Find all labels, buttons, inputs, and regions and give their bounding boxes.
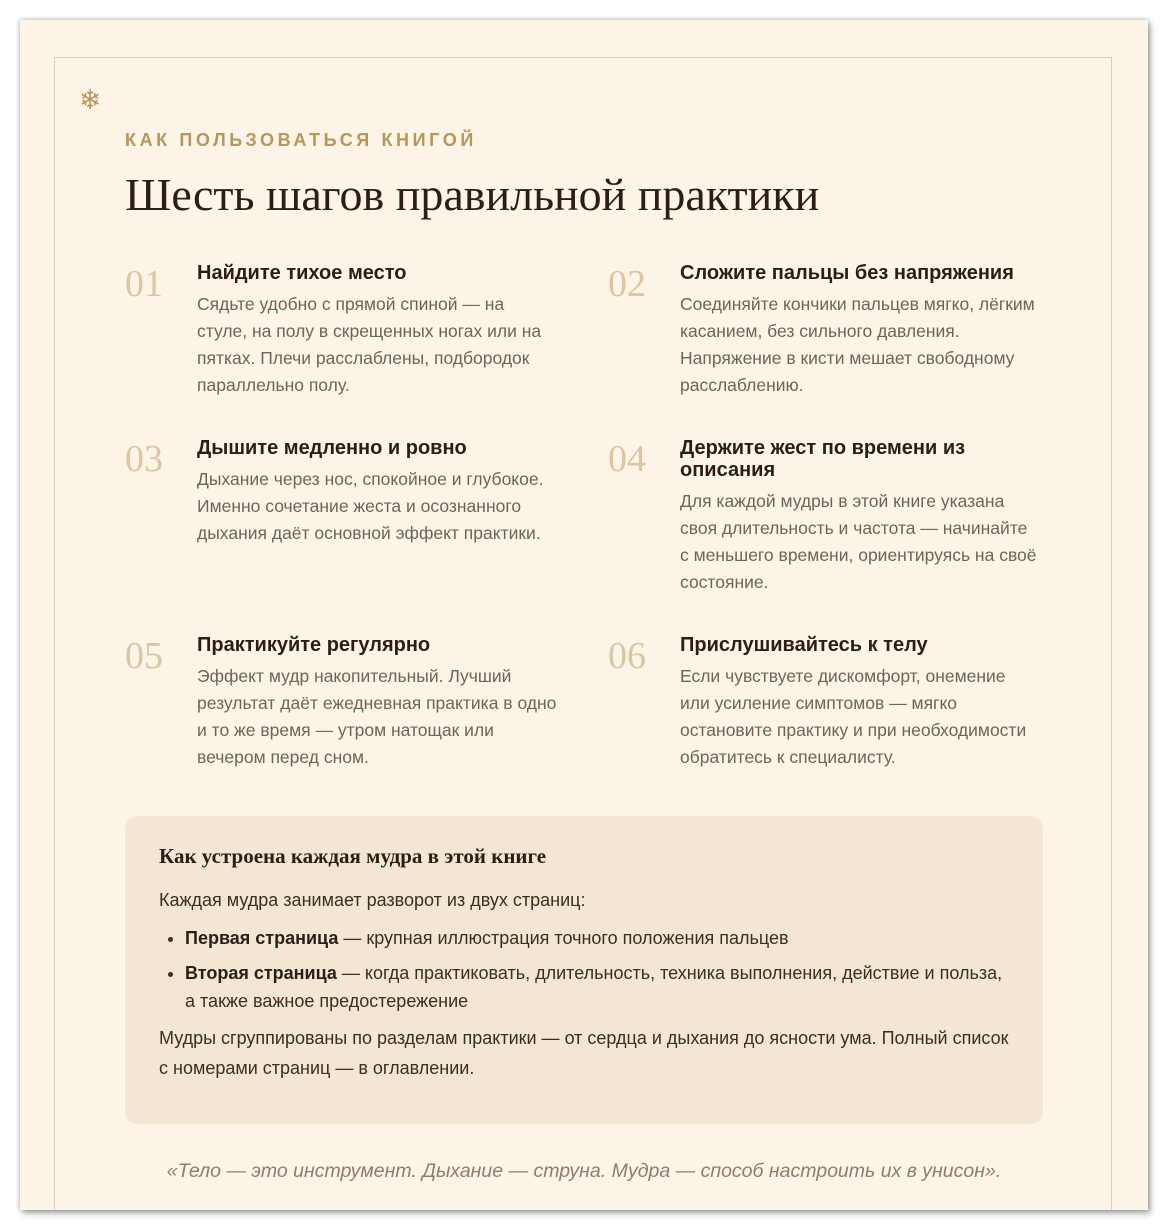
info-intro: Каждая мудра занимает разворот из двух страниц: [159,890,586,910]
step-title: Держите жест по времени из описания [680,437,966,481]
step-text: Для каждой мудры в этой книге указана своя длительность и частота — начинайте с меньшего времени, ориентируясь на своё состояние. [680,491,1037,592]
step-number: 06 [608,635,646,677]
list-item-text: — крупная иллюстрация точного положения пальцев [338,928,789,948]
list-item-bold: Вторая страница [185,963,337,983]
epigraph-quote: «Тело — это инструмент. Дыхание — струна. Мудра — способ настроить их в унисон». [166,1160,1002,1182]
step-number: 01 [125,263,163,305]
section-eyebrow: КАК ПОЛЬЗОВАТЬСЯ КНИГОЙ [125,130,477,150]
step-text: Соединяйте кончики пальцев мягко, лёгким касанием, без сильного давления. Напряжение в кисти мешает свободному расслаблению. [680,294,1035,395]
info-outro: Мудры сгруппированы по разделам практики — от сердца и дыхания до ясности ума. Полный список с номерами страниц — в оглавлении. [159,1028,1009,1078]
list-item-text: — когда практиковать, длительность, техника выполнения, действие и польза, а также важное предостережение [185,963,1003,1011]
step-text: Эффект мудр накопительный. Лучший результат даёт ежедневная практика в одно и то же время — утром натощак или вечером перед сном. [197,666,557,767]
step-number: 02 [608,263,646,305]
info-list [159,924,1009,1015]
step-title: Прислушивайтесь к телу [680,634,928,656]
step-text: Если чувствуете дискомфорт, онемение или усиление симптомов — мягко остановите практику и при необходимости обратитесь к специалисту. [680,666,1027,767]
step-text: Дыхание через нос, спокойное и глубокое. Именно сочетание жеста и осознанного дыхания даёт основной эффект практики. [197,469,544,543]
list-item-bold: Первая страница [185,928,339,948]
info-title: Как устроена каждая мудра в этой книге [159,844,547,868]
list-item [185,959,1009,1015]
step-number: 03 [125,438,163,480]
info-box [125,816,1043,1124]
page-title: Шесть шагов правильной практики [125,169,820,220]
step-title: Практикуйте регулярно [197,634,431,656]
step-title: Сложите пальцы без напряжения [680,262,1014,284]
step-title: Найдите тихое место [197,262,407,284]
step-number: 04 [608,438,646,480]
step-text: Сядьте удобно с прямой спиной — на стуле, на полу в скрещенных ногах или на пятках. Плечи расслаблены, подбородок параллельно полу. [197,294,542,395]
step-title: Дышите медленно и ровно [197,437,467,459]
list-item [185,924,1009,952]
snowflake-icon: ❄ [78,85,102,116]
page-sheet [20,20,1148,1210]
step-number: 05 [125,635,163,677]
